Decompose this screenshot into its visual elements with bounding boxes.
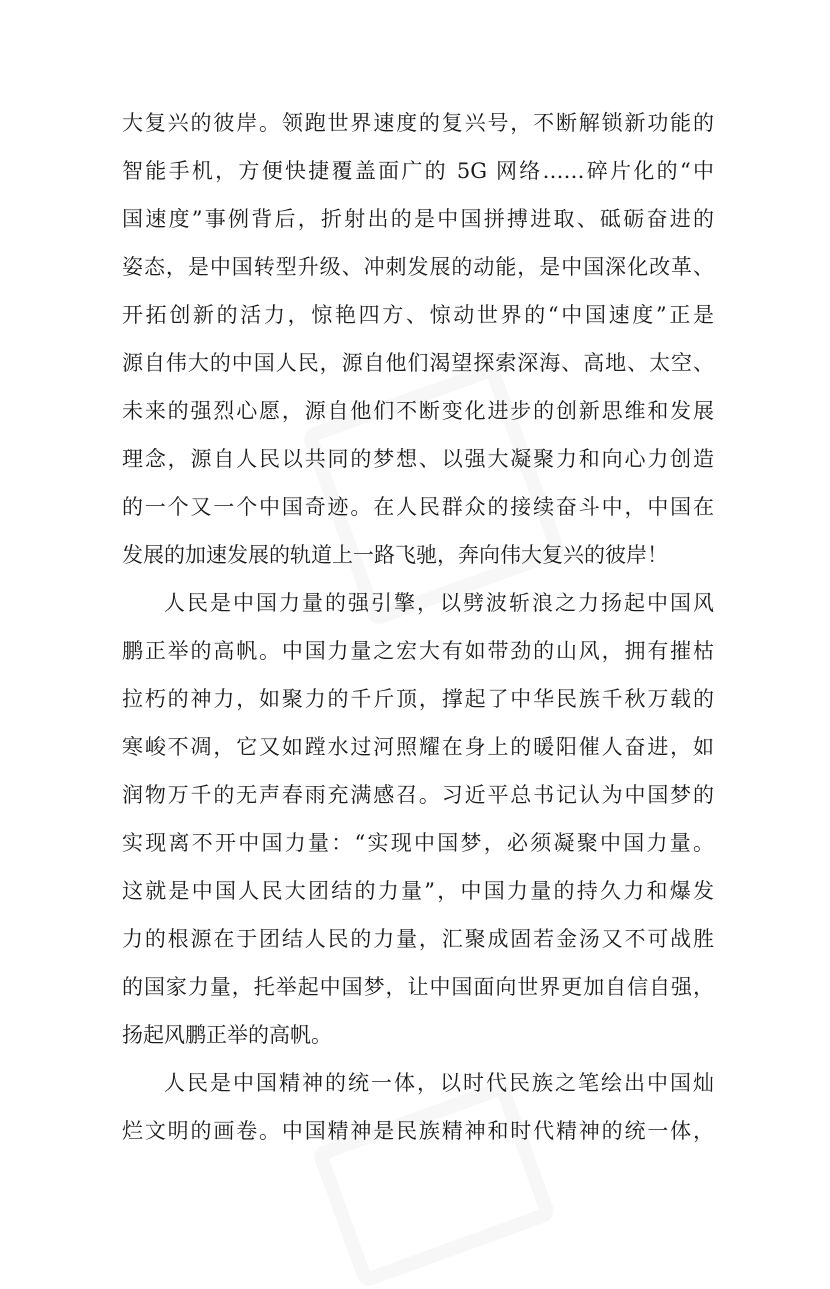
text-line: 这就是中国人民大团结的力量”，中国力量的持久力和爆发 bbox=[122, 879, 714, 903]
text-line: 国速度”事例背后，折射出的是中国拼搏进取、砥砺奋进的 bbox=[122, 207, 714, 231]
text-line: 实现离不开中国力量：“实现中国梦，必须凝聚中国力量。 bbox=[122, 831, 714, 855]
text-line: 开拓创新的活力，惊艳四方、惊动世界的“中国速度”正是 bbox=[122, 303, 714, 327]
text-line: 拉朽的神力，如聚力的千斤顶，撑起了中华民族千秋万载的 bbox=[122, 687, 714, 711]
text-line: 烂文明的画卷。中国精神是民族精神和时代精神的统一体， bbox=[122, 1119, 714, 1143]
text-line: 人民是中国力量的强引擎，以劈波斩浪之力扬起中国风 bbox=[164, 591, 714, 615]
text-line: 鹏正举的高帆。中国力量之宏大有如带劲的山风，拥有摧枯 bbox=[122, 639, 714, 663]
text-line: 理念，源自人民以共同的梦想、以强大凝聚力和向心力创造 bbox=[122, 447, 714, 471]
text-line: 姿态，是中国转型升级、冲刺发展的动能，是中国深化改革、 bbox=[122, 255, 714, 279]
text-line: 未来的强烈心愿，源自他们不断变化进步的创新思维和发展 bbox=[122, 399, 714, 423]
body-text bbox=[122, 99, 714, 1155]
text-line: 人民是中国精神的统一体，以时代民族之笔绘出中国灿 bbox=[164, 1071, 714, 1095]
text-line: 大复兴的彼岸。领跑世界速度的复兴号，不断解锁新功能的 bbox=[122, 111, 714, 135]
text-line: 力的根源在于团结人民的力量，汇聚成固若金汤又不可战胜 bbox=[122, 927, 714, 951]
text-line: 源自伟大的中国人民，源自他们渴望探索深海、高地、太空、 bbox=[122, 351, 714, 375]
text-line: 寒峻不凋，它又如蹚水过河照耀在身上的暖阳催人奋进，如 bbox=[122, 735, 714, 759]
text-line: 扬起风鹏正举的高帆。 bbox=[122, 1023, 332, 1047]
text-line: 智能手机，方便快捷覆盖面广的 5G 网络……碎片化的“中 bbox=[122, 159, 714, 183]
text-line: 发展的加速发展的轨道上一路飞驰，奔向伟大复兴的彼岸！ bbox=[122, 543, 668, 567]
text-line: 润物万千的无声春雨充满感召。习近平总书记认为中国梦的 bbox=[122, 783, 714, 807]
text-line: 的国家力量，托举起中国梦，让中国面向世界更加自信自强， bbox=[122, 975, 714, 999]
text-line: 的一个又一个中国奇迹。在人民群众的接续奋斗中，中国在 bbox=[122, 495, 714, 519]
